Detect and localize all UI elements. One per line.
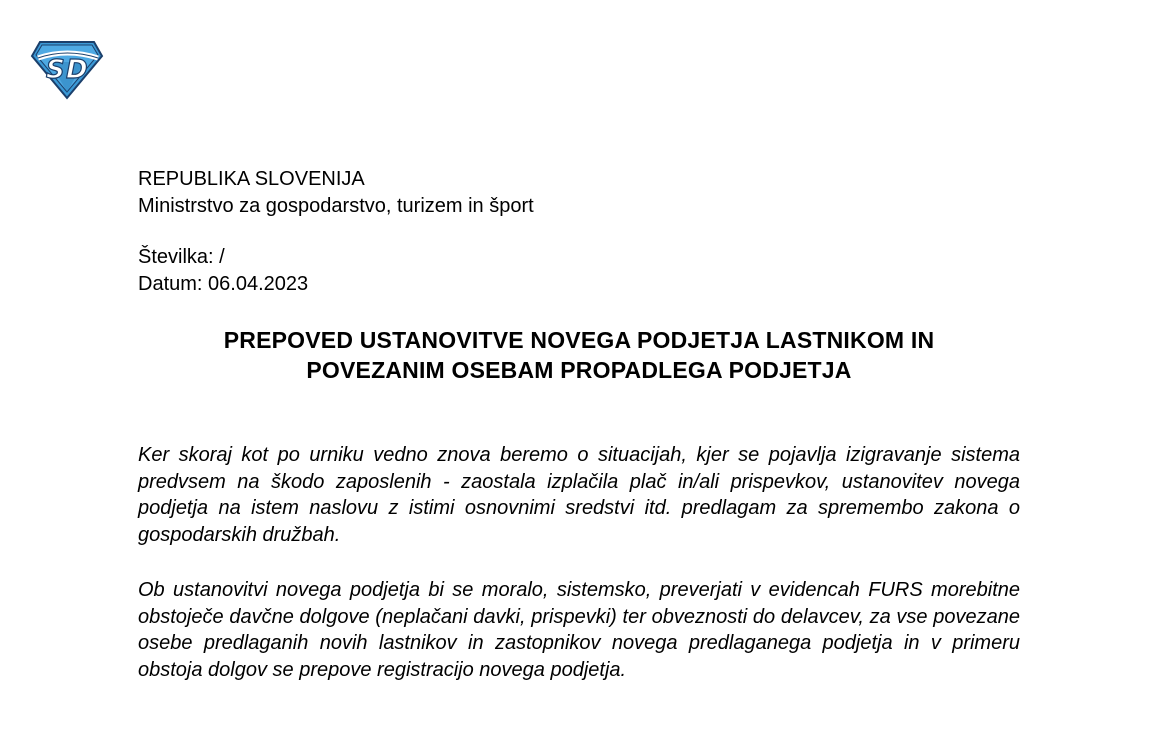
svg-text:S: S xyxy=(46,55,65,85)
letterhead xyxy=(138,166,534,220)
body-paragraph-1: Ker skoraj kot po urniku vedno znova beremo o situacijah, kjer se pojavlja izigravanje sistema predvsem na škodo zaposlenih - zaostala izplačila plač in/ali prispevkov, ustanovitev novega podjetja na istem naslovu z istimi osnovnimi sredstvi itd. predlagam za spremembo zakona o gospodarskih družbah. xyxy=(138,444,1020,546)
ministry-name: Ministrstvo za gospodarstvo, turizem in šport xyxy=(138,195,534,217)
document-date: Datum: 06.04.2023 xyxy=(138,273,309,295)
document-number: Številka: / xyxy=(138,246,225,268)
body-paragraph-2: Ob ustanovitvi novega podjetja bi se moralo, sistemsko, preverjati v evidencah FURS morebitne obstoječe davčne dolgove (neplačani davki, prispevki) ter obveznosti do delavcev, za vse povezane osebe predlaganih novih lastnikov in zastopnikov novega predlaganega podjetja in v primeru obstoja dolgov se prepove registracijo novega podjetja. xyxy=(138,579,1020,681)
country-name: REPUBLIKA SLOVENIJA xyxy=(138,168,365,190)
document-meta xyxy=(138,244,308,298)
title-line-2: POVEZANIM OSEBAM PROPADLEGA PODJETJA xyxy=(306,357,852,383)
svg-text:D: D xyxy=(66,55,88,85)
title-line-1: PREPOVED USTANOVITVE NOVEGA PODJETJA LASTNIKOM IN xyxy=(223,327,935,353)
document-title xyxy=(138,325,1020,385)
logo-icon xyxy=(30,40,104,100)
